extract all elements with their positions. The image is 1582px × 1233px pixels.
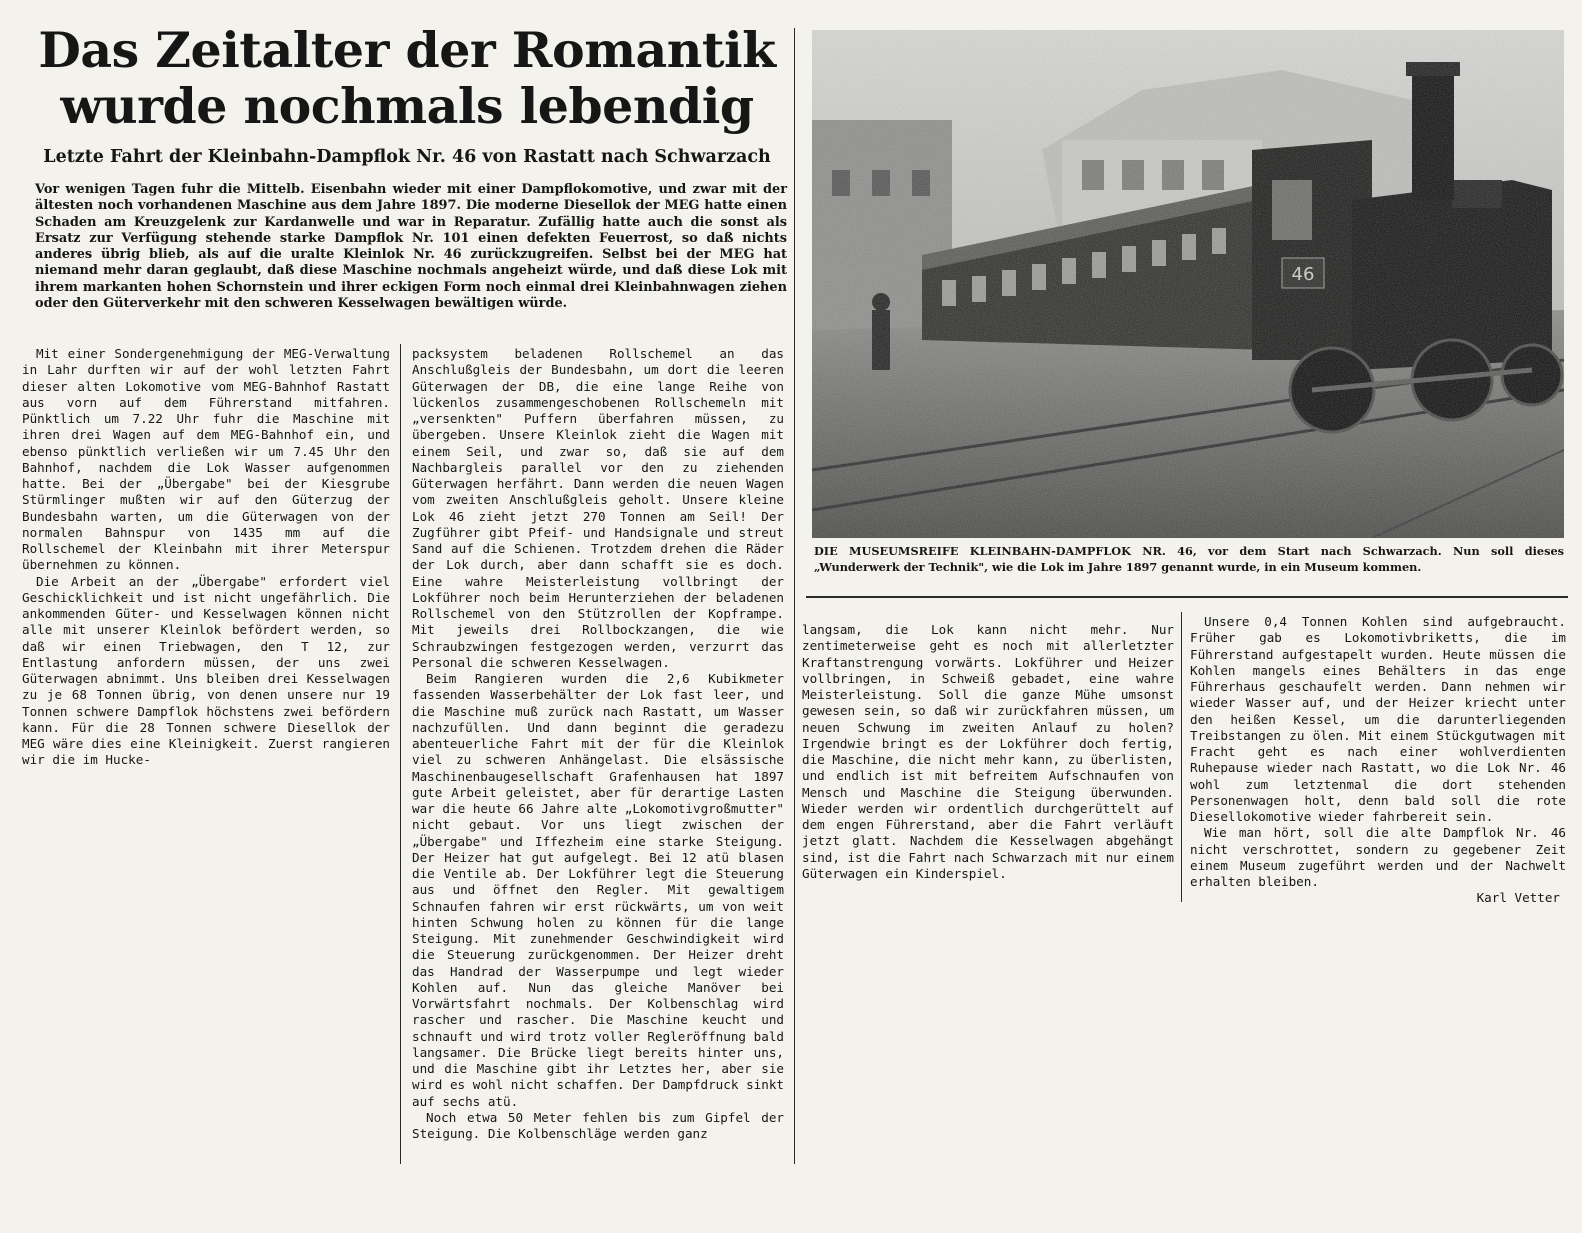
author-line (1190, 890, 1566, 906)
photo-caption: DIE MUSEUMSREIFE KLEINBAHN-DAMPFLOK NR. 46, vor dem Start nach Schwarzach. Nun soll dieses „Wunderwerk der Technik", wie die Lok im Jahre 1897 genannt wurde, in ein Museum kommen. (814, 544, 1564, 574)
column-divider (794, 28, 795, 1164)
headline-line-2: wurde nochmals lebendig (60, 77, 754, 135)
text-column-1 (22, 346, 390, 769)
paragraph: Beim Rangieren wurden die 2,6 Kubikmeter fassenden Wasserbehälter der Lok fast leer, und die Maschine muß zurück nach Rastatt, um Wasser nachzufüllen. Und dann beginnt die geradezu abenteuerliche Fahrt mit der für die Kleinlok viel zu schweren Anhängelast. Die elsässische Maschinenbaugesellschaft Grafenhausen hat 1897 gute Arbeit geleistet, aber für derartige Lasten war die heute 66 Jahre alte „Lokomotivgroßmutter" nicht gebaut. Vor uns liegt zwischen der „Übergabe" und Iffezheim eine starke Steigung. Der Heizer hat gut aufgelegt. Bei 12 atü blasen die Ventile ab. Der Lokführer legt die Steuerung aus und öffnet den Regler. Mit gewaltigem Schnaufen fahren wir erst rückwärts, um von weit hinten Schwung holen zu können für die lange Steigung. Mit zunehmender Geschwindigkeit wird die Steuerung zurückgenommen. Der Heizer dreht das Handrad der Wasserpumpe und legt wieder Kohlen auf. Nun das gleiche Manöver bei Vorwärtsfahrt nochmals. Der Kolbenschlag wird rascher und rascher. Die Maschine keucht und schnauft und wird trotz voller Regleröffnung bald langsamer. Die Brücke liegt bereits hinter uns, und die Maschine gibt ihr Letztes her, aber sie wird es wohl nicht schaffen. Der Dampfdruck sinkt auf sechs atü. (412, 671, 784, 1109)
locomotive-illustration (812, 30, 1564, 538)
paragraph: Mit einer Sondergenehmigung der MEG-Verwaltung in Lahr durften wir auf der wohl letzten Fahrt dieser alten Lokomotive vom MEG-Bahnhof Rastatt aus vorn auf dem Führerstand mitfahren. Pünktlich um 7.22 Uhr fuhr die Maschine mit ihren drei Wagen auf dem MEG-Bahnhof ein, und ebenso pünktlich verließen wir um 7.45 Uhr den Bahnhof, nachdem die Lok Wasser aufgenommen hatte. Bei der „Übergabe" bei der Kiesgrube Stürmlinger mußten wir auf den Güterzug der Bundesbahn warten, um die Güterwagen von der normalen Bahnspur von 1435 mm auf die Rollschemel der Kleinbahn mit ihrer Meterspur übernehmen zu können. (22, 346, 390, 573)
headline (22, 22, 792, 134)
paragraph: packsystem beladenen Rollschemel an das Anschlußgleis der Bundesbahn, um dort die leeren Güterwagen der DB, die eine lange Reihe von lückenlos zusammengeschobenen Rollschemeln mit „versenkten" Puffern überfahren müssen, zu übergeben. Unsere Kleinlok zieht die Wagen mit einem Seil, und zwar so, daß sie auf dem Nachbargleis parallel vor den zu ziehenden Güterwagen herfährt. Dann werden die neuen Wagen vom zweiten Anschlußgleis geholt. Unsere kleine Lok 46 zieht jetzt 270 Tonnen am Seil! Der Zugführer gibt Pfeif- und Handsignale und streut Sand auf die Schienen. Trotzdem drehen die Räder der Lok durch, aber dann schafft sie es doch. Eine wahre Meisterleistung vollbringt der Lokführer noch beim Herunterziehen der beladenen Rollschemel von den Stützrollen der Kopframpe. Mit jeweils drei Rollbockzangen, die wie Schraubzwingen festgezogen werden, verzurrt das Personal die schweren Kesselwagen. (412, 346, 784, 670)
text-column-4 (1190, 614, 1566, 907)
locomotive-photo (812, 30, 1564, 538)
column-divider (1181, 612, 1182, 902)
lead-paragraph: Vor wenigen Tagen fuhr die Mittelb. Eisenbahn wieder mit einer Dampflokomotive, und zwar mit der ältesten noch vorhandenen Maschine aus dem Jahre 1897. Die moderne Diesellok der MEG hatte einen Schaden am Kreuzgelenk zur Kardanwelle und war in Reparatur. Zufällig hatte auch die sonst als Ersatz zur Verfügung stehende starke Dampflok Nr. 101 einen defekten Feuerrost, so daß nichts anderes übrig blieb, als auf die uralte Kleinlok Nr. 46 zurückzugreifen. Selbst bei der MEG hat niemand mehr daran geglaubt, daß diese Maschine nochmals angeheizt würde, und daß diese Lok mit ihrem markanten hohen Schornstein und ihrer eckigen Form noch einmal drei Kleinbahnwagen ziehen oder den Güterverkehr mit den schweren Kesselwagen bewältigen würde. (35, 182, 787, 312)
paragraph: Die Arbeit an der „Übergabe" erfordert viel Geschicklichkeit und ist nicht ungefährlich. Die ankommenden Güter- und Kesselwagen können nicht alle mit unserer Kleinlok befördert werden, so daß wir einen Triebwagen, den T 12, zur Entlastung anfordern müssen, der uns zwei Güterwagen abnimmt. Uns bleiben drei Kesselwagen zu je 68 Tonnen übrig, von denen unsere nur 19 Tonnen schwere Dampflok höchstens zwei befördern kann. Für die 28 Tonnen schwere Diesellok der MEG wäre dies eine Kleinigkeit. Zuerst rangieren wir die im Hucke- (22, 573, 390, 768)
paragraph: Wie man hört, soll die alte Dampflok Nr. 46 nicht verschrottet, sondern zu gegebener Zeit einem Museum zugeführt werden und der Nachwelt erhalten bleiben. (1190, 825, 1566, 889)
paragraph: Noch etwa 50 Meter fehlen bis zum Gipfel der Steigung. Die Kolbenschläge werden ganz (412, 1109, 784, 1141)
subheadline: Letzte Fahrt der Kleinbahn-Dampflok Nr. 46 von Rastatt nach Schwarzach (43, 147, 771, 167)
text-column-3 (802, 622, 1174, 882)
caption-rule (806, 596, 1568, 598)
paragraph: langsam, die Lok kann nicht mehr. Nur zentimeterweise geht es noch mit allerletzter Kraftanstrengung vorwärts. Lokführer und Heizer vollbringen, in Schweiß gebadet, eine wahre Meisterleistung. Soll die ganze Mühe umsonst gewesen sein, so daß wir zurückfahren müssen, um neuen Schwung im zweiten Anlauf zu holen? Irgendwie bringt es der Lokführer doch fertig, die Maschine, die nicht mehr kann, zu überlisten, und endlich ist mit befreitem Aufschnaufen von Mensch und Maschine die Steigung überwunden. Wieder werden wir ordentlich durchgerüttelt auf dem engen Führerstand, aber die Fahrt verläuft jetzt glatt. Nachdem die Kesselwagen abgehängt sind, ist die Fahrt nach Schwarzach mit nur einem Güterwagen ein Kinderspiel. (802, 622, 1174, 881)
headline-line-1: Das Zeitalter der Romantik (38, 21, 776, 79)
column-divider (400, 344, 401, 1164)
author-name: Karl Vetter (1476, 890, 1560, 906)
text-column-2 (412, 346, 784, 1142)
paragraph: Unsere 0,4 Tonnen Kohlen sind aufgebraucht. Früher gab es Lokomotivbriketts, die im Führerstand aufgestapelt wurden. Heute müssen die Kohlen mangels eines Behälters in das enge Führerhaus geschaufelt werden. Dann nehmen wir wieder Wasser auf, und der Heizer kriecht unter den heißen Kessel, um die darunterliegenden Treibstangen zu ölen. Mit einem Stückgutwagen mit Fracht geht es nach einer wohlverdienten Ruhepause wieder nach Rastatt, wo die Lok Nr. 46 wohl zum letztenmal die dort stehenden Personenwagen holt, denn bald soll die rote Diesellokomotive wieder fahrbereit sein. (1190, 614, 1566, 824)
